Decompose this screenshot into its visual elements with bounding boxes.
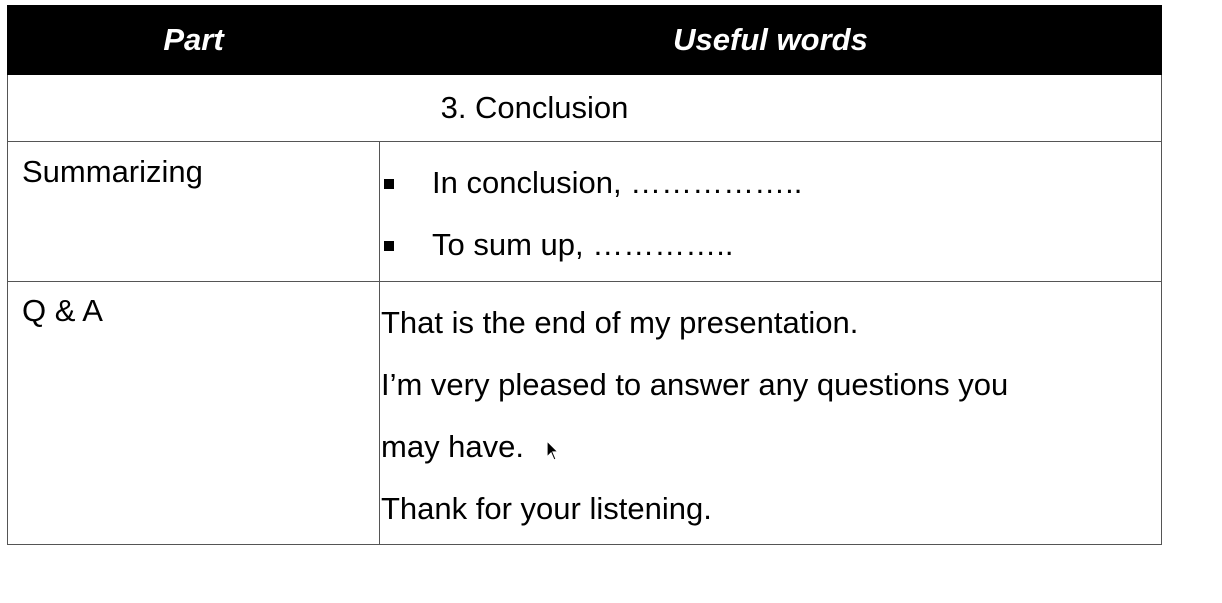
table-row <box>8 142 1162 282</box>
qa-line: Thank for your listening. <box>381 491 712 526</box>
mouse-pointer-icon <box>546 440 560 462</box>
words-cell-qa <box>380 282 1162 545</box>
square-bullet-icon <box>384 179 394 189</box>
useful-words-table <box>7 5 1162 545</box>
section-title-row <box>8 75 1162 142</box>
part-cell-qa: Q & A <box>8 282 380 545</box>
words-cell-summarizing <box>380 142 1162 282</box>
qa-line: I’m very pleased to answer any questions you <box>381 367 1009 402</box>
qa-line: may have. <box>381 429 525 464</box>
header-useful-words: Useful words <box>380 6 1162 75</box>
part-cell-summarizing: Summarizing <box>8 142 380 282</box>
qa-text-block <box>380 282 1161 540</box>
section-title: 3. Conclusion <box>8 75 1162 142</box>
list-item <box>384 152 1161 214</box>
bullet-text: To sum up, ………….. <box>432 227 734 262</box>
square-bullet-icon <box>384 241 394 251</box>
table-header-row <box>8 6 1162 75</box>
list-item <box>384 214 1161 276</box>
summarizing-bullet-list <box>380 142 1161 276</box>
qa-line: That is the end of my presentation. <box>381 305 859 340</box>
bullet-text: In conclusion, …………….. <box>432 165 803 200</box>
table-row <box>8 282 1162 545</box>
header-part: Part <box>8 6 380 75</box>
